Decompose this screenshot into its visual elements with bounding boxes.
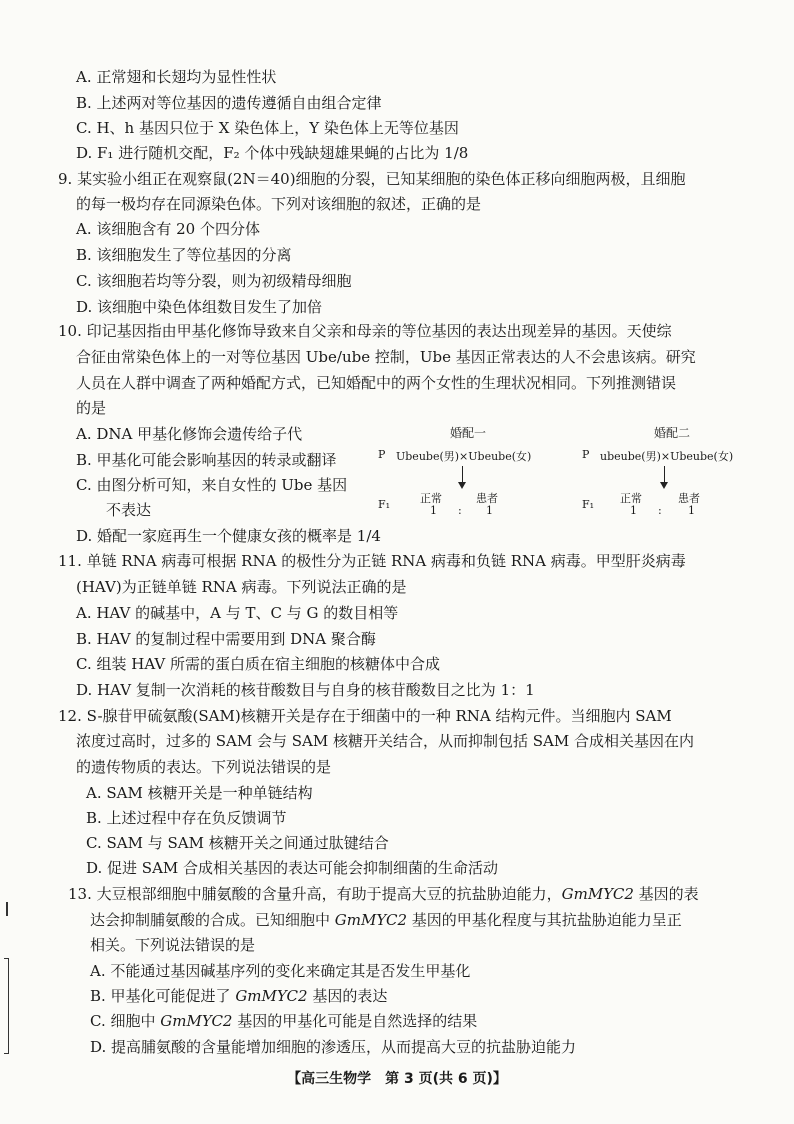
margin-bracket [8,958,9,1054]
q13-option-d: D. 提高脯氨酸的含量能增加细胞的渗透压，从而提高大豆的抗盐胁迫能力 [90,1038,577,1056]
mating2-arrow-head [660,482,668,489]
q9-stem-line-1: 9. 某实验小组正在观察鼠(2N＝40)细胞的分裂，已知某细胞的染色体正移向细胞两极，且细胞 [58,170,686,188]
q8-option-b: B. 上述两对等位基因的遗传遵循自由组合定律 [76,94,382,112]
q10-option-c-cont: 不表达 [106,501,152,519]
mating1-arrow-head [458,482,466,489]
q13-gene-name: GmMYC2 [334,911,408,929]
q13-option-c [90,1010,477,1032]
q10-option-b: B. 甲基化可能会影响基因的转录或翻译 [76,451,337,469]
q11-option-a: A. HAV 的碱基中，A 与 T、C 与 G 的数目相等 [76,604,399,622]
q12-option-a: A. SAM 核糖开关是一种单链结构 [86,784,313,802]
mating2-title: 婚配二 [654,426,691,440]
q13-stem-1a: 13. 大豆根部细胞中脯氨酸的含量升高，有助于提高大豆的抗盐胁迫能力， [68,885,562,903]
q10-option-c: C. 由图分析可知，来自女性的 Ube 基因 [76,476,348,494]
margin-mark [6,902,8,916]
q10-stem-line-3: 人员在人群中调查了两种婚配方式，已知婚配中的两个女性的生理状况相同。下列推测错误 [76,374,677,392]
mating1-ratio-sep: : [458,504,462,517]
q11-stem-line-1: 11. 单链 RNA 病毒可根据 RNA 的极性分为正链 RNA 病毒和负链 RNA 病毒。甲型肝炎病毒 [58,552,686,570]
mating2-p-label: P [582,448,590,461]
q12-stem-line-2: 浓度过高时，过多的 SAM 会与 SAM 核糖开关结合，从而抑制包括 SAM 合成相关基因在内 [76,732,695,750]
mating1-p-label: P [378,448,386,461]
q13-option-b [90,985,387,1007]
mating2-patient: 患者 [678,492,700,505]
q10-option-d: D. 婚配一家庭再生一个健康女孩的概率是 1/4 [76,527,381,545]
q13-stem-1b: 基因的表 [633,885,699,903]
q12-option-d: D. 促进 SAM 合成相关基因的表达可能会抑制细菌的生命活动 [86,859,499,877]
mating1-patient: 患者 [476,492,498,505]
q10-stem-line-4: 的是 [76,399,107,417]
mating2-ratio-left: 1 [630,504,637,517]
page-footer: 【高三生物学 第 3 页(共 6 页)】 [287,1071,507,1087]
q9-option-a: A. 该细胞含有 20 个四分体 [76,220,260,238]
q13-option-b-2: 基因的表达 [307,987,388,1005]
q13-gene-name: GmMYC2 [160,1012,233,1030]
q9-stem-line-2: 的每一极均存在同源染色体。下列对该细胞的叙述，正确的是 [76,195,482,213]
mating2-cross: ubeube(男)×Ubeube(女) [600,450,734,463]
q10-stem-line-2: 合征由常染色体上的一对等位基因 Ube/ube 控制，Ube 基因正常表达的人不会患该病。研究 [76,348,696,366]
q12-stem-line-1: 12. S-腺苷甲硫氨酸(SAM)核糖开关是存在于细菌中的一种 RNA 结构元件。当细胞内 SAM [58,707,672,725]
mating2-ratio-sep: : [658,504,662,517]
q13-stem-2b: 基因的甲基化程度与其抗盐胁迫能力呈正 [407,911,682,929]
q13-stem-line-2 [90,909,682,931]
q10-option-a: A. DNA 甲基化修饰会遗传给子代 [76,425,303,443]
q13-gene-name: GmMYC2 [561,885,634,903]
q9-option-c: C. 该细胞若均等分裂，则为初级精母细胞 [76,272,352,290]
mating2-normal: 正常 [620,492,642,505]
margin-bracket-top [4,958,9,959]
q9-option-d: D. 该细胞中染色体组数目发生了加倍 [76,298,323,316]
mating1-f1-label: F₁ [378,498,391,511]
q13-option-b-1: B. 甲基化可能促进了 [90,987,236,1005]
q8-option-c: C. H、h 基因只位于 X 染色体上，Y 染色体上无等位基因 [76,119,459,137]
q12-option-b: B. 上述过程中存在负反馈调节 [86,809,287,827]
q11-stem-line-2: (HAV)为正链单链 RNA 病毒。下列说法正确的是 [76,578,407,596]
q11-option-b: B. HAV 的复制过程中需要用到 DNA 聚合酶 [76,630,376,648]
q13-option-c-2: 基因的甲基化可能是自然选择的结果 [232,1012,478,1030]
q12-stem-line-3: 的遗传物质的表达。下列说法错误的是 [76,758,332,776]
mating1-ratio-left: 1 [430,504,437,517]
q10-stem-line-1: 10. 印记基因指由甲基化修饰导致来自父亲和母亲的等位基因的表达出现差异的基因。天使综 [58,322,672,340]
mating1-cross: Ubeube(男)×Ubeube(女) [396,450,532,463]
mating-diagram [372,420,742,520]
q8-option-a: A. 正常翅和长翅均为显性性状 [76,68,277,86]
mating1-title: 婚配一 [450,426,487,440]
mating1-normal: 正常 [420,492,442,505]
margin-bracket-bottom [4,1053,9,1054]
q13-option-a: A. 不能通过基因碱基序列的变化来确定其是否发生甲基化 [90,962,471,980]
q8-option-d: D. F₁ 进行随机交配，F₂ 个体中残缺翅雄果蝇的占比为 1/8 [76,144,469,162]
mating1-ratio-right: 1 [486,504,493,517]
q13-stem-line-3: 相关。下列说法错误的是 [90,936,256,954]
q13-stem-line-1 [68,883,699,905]
q11-option-d: D. HAV 复制一次消耗的核苷酸数目与自身的核苷酸数目之比为 1：1 [76,681,535,699]
mating2-ratio-right: 1 [688,504,695,517]
q12-option-c: C. SAM 与 SAM 核糖开关之间通过肽键结合 [86,834,389,852]
q9-option-b: B. 该细胞发生了等位基因的分离 [76,246,292,264]
q13-option-c-1: C. 细胞中 [90,1012,161,1030]
mating2-f1-label: F₁ [582,498,595,511]
q13-stem-2a: 达会抑制脯氨酸的合成。已知细胞中 [90,911,335,929]
q11-option-c: C. 组装 HAV 所需的蛋白质在宿主细胞的核糖体中合成 [76,655,441,673]
q13-gene-name: GmMYC2 [235,987,308,1005]
